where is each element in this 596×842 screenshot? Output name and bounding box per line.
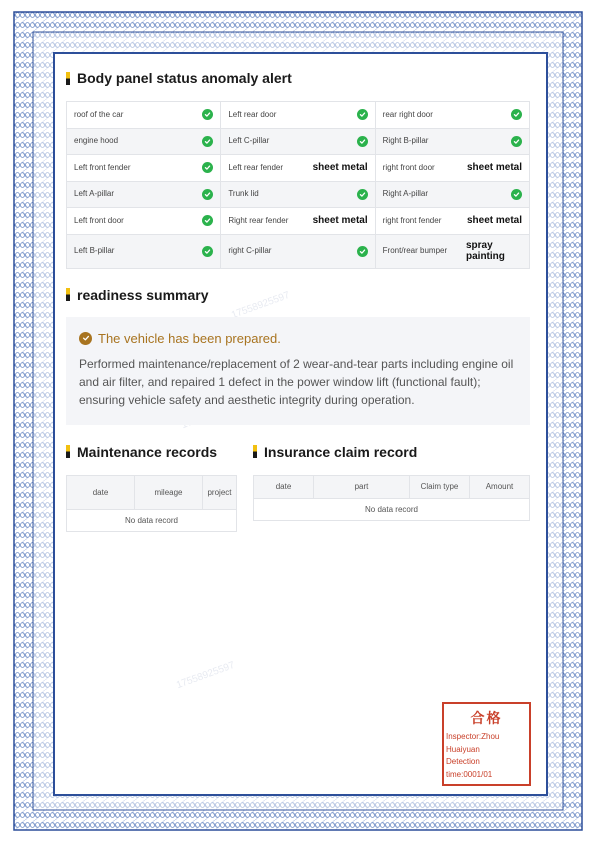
column-header: Claim type — [410, 475, 470, 498]
check-circle-icon — [511, 136, 522, 147]
check-circle-icon — [357, 246, 368, 257]
title-bar-icon — [66, 72, 70, 85]
summary-text: Performed maintenance/replacement of 2 wear-and-tear parts including engine oil and air filter, and repaired 1 defect in the power window lift (functional fault); ensuring vehicle safety and aesthetic integrity during operation. — [79, 356, 514, 407]
panel-label: right front fender — [382, 215, 442, 225]
body-panel-status-table — [66, 101, 530, 269]
title-bar-icon — [66, 445, 70, 458]
check-circle-icon — [202, 189, 213, 200]
check-circle-icon — [357, 189, 368, 200]
panel-label: rear right door — [382, 109, 433, 119]
panel-cell — [67, 128, 221, 155]
check-circle-icon — [202, 215, 213, 226]
panel-label: roof of the car — [74, 109, 124, 119]
panel-label: engine hood — [74, 136, 119, 146]
panel-cell — [221, 155, 375, 182]
stamp-line: Huaiyuan — [446, 744, 480, 754]
panel-label: Trunk lid — [228, 189, 259, 199]
stamp-line: time:0001/01 — [446, 769, 493, 779]
panel-cell — [375, 102, 529, 129]
check-circle-icon — [202, 109, 213, 120]
maintenance-table — [66, 475, 237, 532]
panel-label: Left rear door — [228, 109, 277, 119]
summary-headline: The vehicle has been prepared. — [79, 331, 517, 346]
empty-state: No data record — [67, 509, 237, 531]
panel-label: Left rear fender — [228, 162, 284, 172]
column-header: mileage — [135, 475, 203, 509]
check-circle-icon — [357, 136, 368, 147]
table-row — [67, 181, 530, 208]
inspection-stamp — [442, 702, 531, 786]
stamp-title: 合格 — [470, 711, 503, 727]
panel-issue: sheet metal — [312, 162, 368, 174]
panel-label: Left front door — [74, 215, 124, 225]
stamp-line: Inspector:Zhou — [446, 732, 500, 741]
panel-cell — [375, 155, 529, 182]
panel-cell — [221, 181, 375, 208]
panel-cell — [67, 102, 221, 129]
readiness-summary-box — [66, 317, 530, 425]
panel-cell — [67, 181, 221, 208]
check-circle-icon — [202, 162, 213, 173]
panel-label: right C-pillar — [228, 246, 272, 255]
check-circle-icon — [511, 189, 522, 200]
panel-cell — [67, 155, 221, 182]
panel-issue: sheet metal — [466, 215, 522, 227]
panel-cell — [221, 234, 375, 268]
table-row — [67, 208, 530, 235]
table-row — [67, 102, 530, 129]
panel-label: Left C-pillar — [228, 136, 270, 146]
panel-cell — [375, 128, 529, 155]
panel-cell — [221, 128, 375, 155]
readiness-section-title: readiness summary — [66, 285, 530, 305]
panel-issue: spray painting — [466, 240, 505, 262]
panel-cell — [375, 234, 529, 268]
column-header: part — [314, 475, 410, 498]
check-circle-icon — [357, 109, 368, 120]
panel-label: Right rear fender — [228, 215, 289, 225]
stamp-line: Detection — [446, 757, 480, 766]
panel-label: Left front fender — [74, 162, 131, 172]
panel-label: right front door — [382, 162, 435, 172]
check-circle-icon — [511, 109, 522, 120]
panel-label: Left A-pillar — [74, 189, 115, 199]
empty-state: No data record — [254, 498, 530, 520]
panel-label: Right A-pillar — [382, 189, 429, 199]
insurance-section-title: Insurance claim record — [253, 442, 530, 462]
body-panel-section-title: Body panel status anomaly alert — [66, 68, 530, 88]
panel-issue: sheet metal — [312, 215, 368, 227]
panel-issue: sheet metal — [466, 162, 522, 174]
report-content — [66, 68, 530, 532]
panel-cell — [67, 234, 221, 268]
table-row — [67, 155, 530, 182]
panel-label: Right B-pillar — [382, 136, 429, 146]
panel-cell — [375, 181, 529, 208]
panel-cell — [67, 208, 221, 235]
panel-label: Left B-pillar — [74, 246, 115, 255]
maintenance-records — [66, 442, 237, 532]
column-header: date — [67, 475, 135, 509]
maintenance-section-title: Maintenance records — [66, 442, 237, 462]
panel-cell — [221, 208, 375, 235]
column-header: project — [203, 475, 237, 509]
panel-label: Front/rear bumper — [382, 246, 448, 255]
check-circle-icon — [79, 332, 92, 345]
table-row — [67, 128, 530, 155]
column-header: date — [254, 475, 314, 498]
table-row — [67, 234, 530, 268]
title-bar-icon — [66, 288, 70, 301]
insurance-records — [253, 442, 530, 532]
panel-cell — [375, 208, 529, 235]
panel-cell — [221, 102, 375, 129]
title-bar-icon — [253, 445, 257, 458]
check-circle-icon — [202, 246, 213, 257]
insurance-table — [253, 475, 530, 521]
check-circle-icon — [202, 136, 213, 147]
column-header: Amount — [470, 475, 530, 498]
